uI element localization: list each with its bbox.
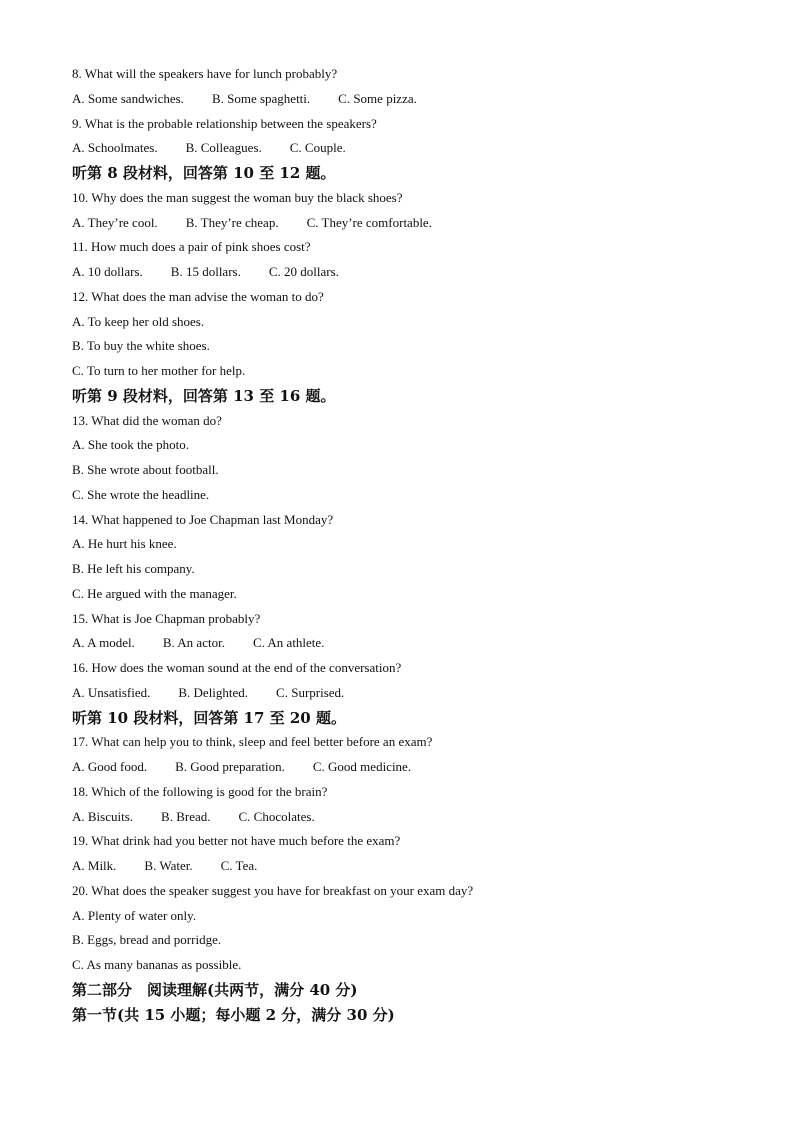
question-line: B. He left his company. <box>72 561 195 576</box>
answer-option: B. They’re cheap. <box>185 214 279 230</box>
section-heading: 第一节(共 15 小题；每小题 2 分，满分 30 分) <box>72 1005 395 1024</box>
section-heading: 第二部分 阅读理解(共两节，满分 40 分) <box>72 980 358 999</box>
answer-options-row <box>72 755 732 780</box>
answer-option: B. Bread. <box>161 808 211 824</box>
answer-option: C. They’re comfortable. <box>306 214 432 230</box>
question-line: A. To keep her old shoes. <box>72 313 205 329</box>
answer-option: C. Good medicine. <box>312 759 412 774</box>
answer-options-row <box>72 854 732 879</box>
answer-options-row <box>72 805 732 830</box>
section-heading: 听第 8 段材料，回答第 10 至 12 题。 <box>72 164 336 182</box>
answer-option: C. Couple. <box>289 140 346 156</box>
question-line: C. He argued with the manager. <box>72 585 237 601</box>
question-line: A. She took the photo. <box>72 437 189 453</box>
section-heading: 听第 9 段材料，回答第 13 至 16 题。 <box>72 386 336 405</box>
answer-option: C. 20 dollars. <box>268 264 339 279</box>
question-line: 16. How does the woman sound at the end of the conversation? <box>72 660 402 675</box>
answer-option: B. 15 dollars. <box>170 264 241 279</box>
question-line: 15. What is Joe Chapman probably? <box>72 610 261 626</box>
question-line: B. Eggs, bread and porridge. <box>72 932 222 948</box>
answer-option: A. 10 dollars. <box>72 264 143 279</box>
answer-option: A. Some sandwiches. <box>72 90 184 106</box>
answer-options-row <box>72 136 732 161</box>
answer-option: A. Milk. <box>72 858 117 873</box>
answer-option: A. Biscuits. <box>72 808 134 824</box>
answer-option: A. A model. <box>72 635 135 651</box>
question-line: 18. Which of the following is good for the brain? <box>72 783 328 799</box>
question-line: 19. What drink had you better not have much before the exam? <box>72 833 401 849</box>
answer-option: B. Water. <box>144 858 193 873</box>
question-line: 14. What happened to Joe Chapman last Monday? <box>72 511 334 527</box>
answer-option: C. An athlete. <box>252 635 325 651</box>
question-line: B. She wrote about football. <box>72 462 219 477</box>
question-line: 8. What will the speakers have for lunch probably? <box>72 66 338 81</box>
answer-option: A. Unsatisfied. <box>72 684 151 700</box>
question-line: 9. What is the probable relationship between the speakers? <box>72 115 377 131</box>
question-line: A. Plenty of water only. <box>72 907 197 923</box>
section-heading: 听第 10 段材料，回答第 17 至 20 题。 <box>72 708 346 727</box>
answer-option: C. Tea. <box>220 858 258 873</box>
answer-options-row <box>72 260 732 285</box>
answer-option: C. Chocolates. <box>238 808 315 824</box>
answer-options-row <box>72 681 732 706</box>
answer-option: B. Some spaghetti. <box>211 90 311 106</box>
question-line: C. To turn to her mother for help. <box>72 363 246 378</box>
answer-option: C. Some pizza. <box>338 90 417 106</box>
answer-option: B. Good preparation. <box>175 759 285 774</box>
exam-page <box>72 62 732 1027</box>
answer-options-row <box>72 631 732 656</box>
question-line: 17. What can help you to think, sleep and feel better before an exam? <box>72 734 433 750</box>
question-line: 11. How much does a pair of pink shoes cost? <box>72 239 311 255</box>
answer-option: C. Surprised. <box>276 684 345 700</box>
answer-option: B. An actor. <box>162 635 225 651</box>
question-line: 20. What does the speaker suggest you have for breakfast on your exam day? <box>72 882 474 898</box>
question-line: B. To buy the white shoes. <box>72 338 210 354</box>
answer-option: A. They’re cool. <box>72 214 158 230</box>
answer-options-row <box>72 211 732 236</box>
question-line: 13. What did the woman do? <box>72 412 222 428</box>
answer-options-row <box>72 87 732 112</box>
answer-option: A. Good food. <box>72 759 148 774</box>
answer-option: B. Colleagues. <box>185 140 262 156</box>
question-line: C. She wrote the headline. <box>72 486 210 502</box>
question-line: A. He hurt his knee. <box>72 536 177 552</box>
answer-option: B. Delighted. <box>178 684 249 700</box>
question-line: C. As many bananas as possible. <box>72 957 242 972</box>
answer-option: A. Schoolmates. <box>72 140 158 156</box>
question-line: 12. What does the man advise the woman to do? <box>72 288 324 304</box>
question-line: 10. Why does the man suggest the woman buy the black shoes? <box>72 189 403 205</box>
